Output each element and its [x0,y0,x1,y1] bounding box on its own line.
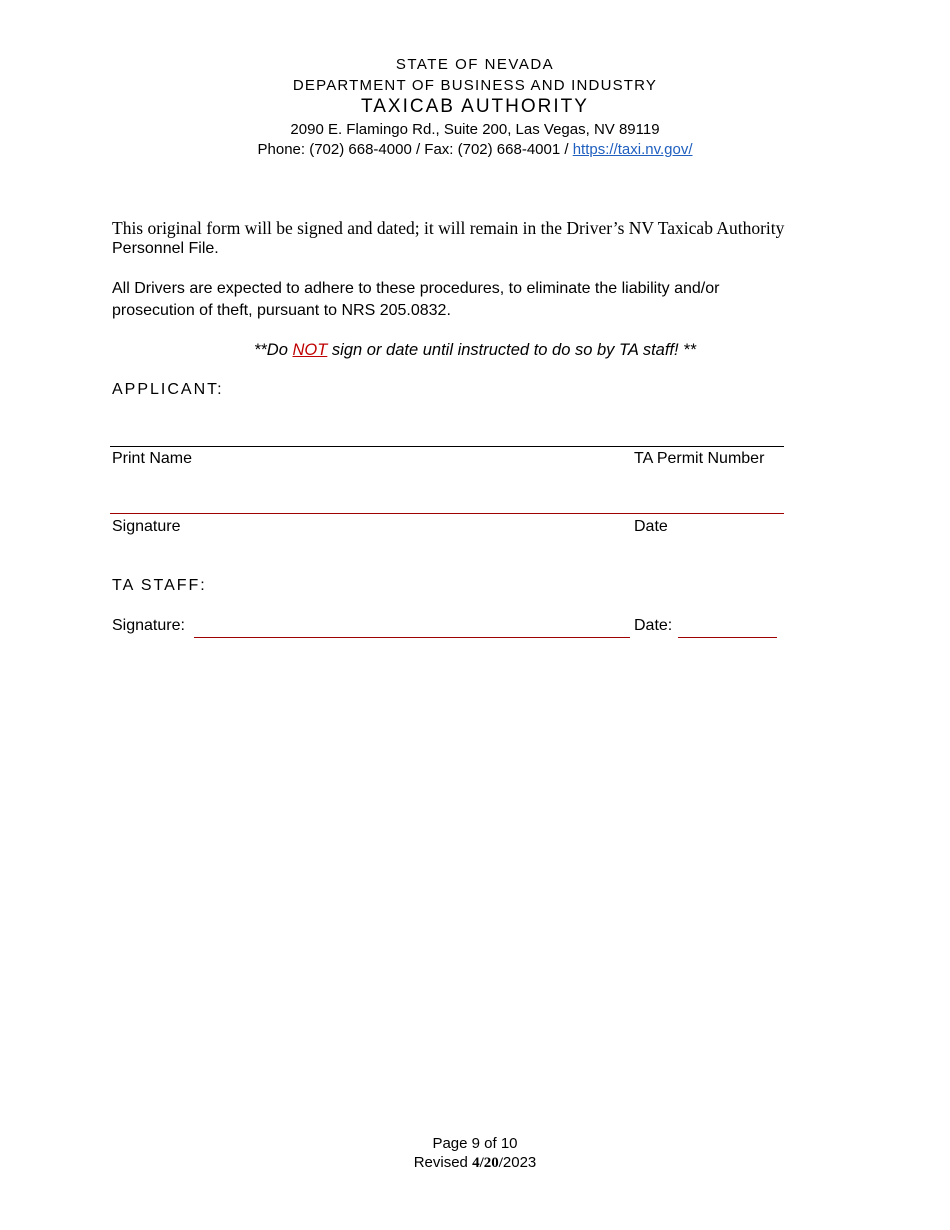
warning-suffix: sign or date until instructed to do so by TA staff! ** [327,341,697,359]
applicant-signature-line[interactable] [110,513,784,514]
warning-prefix: **Do [253,341,293,359]
staff-date-line[interactable] [678,637,777,638]
applicant-signature-label: Signature [112,518,181,535]
paragraph-drivers-line2: prosecution of theft, pursuant to NRS 205.0832. [112,302,451,319]
paragraph-drivers-line1: All Drivers are expected to adhere to these procedures, to eliminate the liability and/or [112,280,720,297]
header-authority: TAXICAB AUTHORITY [361,96,589,117]
revised-month-day: 4/20/ [472,1155,503,1171]
warning-notice [0,341,950,360]
staff-signature-label: Signature: [112,617,185,634]
staff-signature-line[interactable] [194,637,630,638]
header-phone-fax: Phone: (702) 668-4000 / Fax: (702) 668-4001 / [257,141,573,158]
header-department: DEPARTMENT OF BUSINESS AND INDUSTRY [292,77,658,94]
revised-date [0,1154,950,1172]
applicant-heading: APPLICANT: [112,381,224,398]
warning-not: NOT [292,341,328,359]
header-state: STATE OF NEVADA [395,56,555,73]
paragraph-form-retention-line2: Personnel File. [112,240,219,257]
header-contact [0,141,950,158]
page-number: Page 9 of 10 [432,1135,518,1152]
header-address: 2090 E. Flamingo Rd., Suite 200, Las Vegas, NV 89119 [290,121,660,138]
website-link[interactable]: https://taxi.nv.gov/ [572,141,693,158]
staff-heading: TA STAFF: [112,577,207,594]
permit-number-label: TA Permit Number [634,450,765,467]
print-name-line[interactable] [110,446,784,447]
paragraph-form-retention-line1: This original form will be signed and dated; it will remain in the Driver’s NV Taxicab Authority [112,218,785,238]
print-name-label: Print Name [112,450,193,467]
revised-year: 2023 [502,1154,537,1171]
applicant-date-label: Date [634,518,668,535]
staff-date-label: Date: [634,617,673,634]
revised-prefix: Revised [413,1154,473,1171]
